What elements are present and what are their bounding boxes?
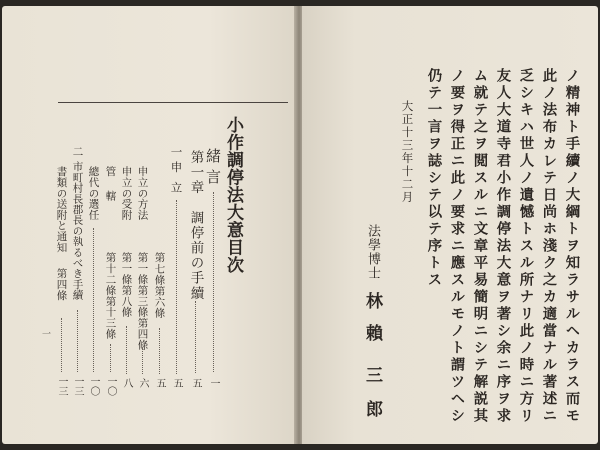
toc-page bbox=[2, 6, 296, 444]
author-name-2: 賴 bbox=[362, 324, 382, 341]
toc-s3-articles: 第一條第八條 bbox=[120, 252, 133, 318]
leader-s1 bbox=[176, 200, 177, 374]
leader-s5 bbox=[93, 228, 94, 372]
leader-s3 bbox=[126, 326, 127, 374]
toc-s5-title: 總代の選任 bbox=[87, 166, 100, 220]
preface-line-7: 仍テ一言ヲ誌シテ以テ序トス bbox=[425, 68, 443, 289]
toc-page-s1-articles: 五 bbox=[154, 378, 165, 388]
toc-page-s7: 一三 bbox=[56, 376, 67, 396]
toc-page-s2: 六 bbox=[137, 378, 148, 388]
leader-s4 bbox=[110, 344, 111, 372]
toc-s1-label: 一 bbox=[169, 146, 184, 158]
preface-line-2: 此ノ法布カレテ日尚ホ淺ク之カ適當ナル著述ニ bbox=[540, 68, 558, 425]
preface-line-3: 乏シキハ世人ノ遺憾トスル所ナリ此ノ時ニ方リ bbox=[517, 68, 535, 425]
toc-page-s1: 五 bbox=[171, 378, 182, 388]
toc-title: 小作調停法大意目次 bbox=[223, 116, 243, 274]
toc-chapter-1: 第一章 調停前の手續 bbox=[187, 150, 204, 301]
toc-page-s6: 一三 bbox=[72, 376, 83, 396]
author-name-4: 郎 bbox=[362, 400, 382, 417]
leader-preface bbox=[213, 192, 214, 372]
toc-entry-preface: 緒言 bbox=[204, 148, 222, 190]
leader-chapter-1 bbox=[195, 301, 196, 373]
author-title: 法學博士 bbox=[365, 224, 380, 280]
toc-s4-articles: 第十二條第十三條 bbox=[104, 252, 117, 340]
author-name-1: 林 bbox=[362, 292, 382, 309]
toc-s2-title: 申立の方法 bbox=[136, 166, 149, 220]
leader-s7 bbox=[61, 318, 62, 372]
toc-s1-articles: 第七條第六條 bbox=[153, 252, 166, 319]
toc-s2-articles: 第一條第三條第四條 bbox=[136, 252, 149, 351]
folio: 一 bbox=[40, 329, 50, 338]
toc-page-s4: 一〇 bbox=[105, 376, 116, 396]
preface-page bbox=[302, 6, 598, 444]
toc-s3-title: 申立の受附 bbox=[120, 166, 133, 220]
preface-line-6: ノ要ヲ得正ニ此ノ要求ニ應スルモノト謂ツヘシ bbox=[448, 68, 466, 425]
preface-line-5: ム就テ之ヲ閲スルニ文章平易簡明ニシテ解説其 bbox=[471, 68, 489, 425]
toc-s1-title: 申立 bbox=[169, 161, 184, 202]
leader-s2 bbox=[142, 348, 143, 374]
toc-page-preface: 一 bbox=[208, 378, 219, 388]
toc-s6-label: 二 bbox=[71, 146, 84, 157]
preface-date: 大正十三年十二月 bbox=[400, 100, 415, 204]
toc-s7-articles: 第四條 bbox=[55, 268, 68, 301]
toc-s6-title: 市町村長郡長の執るべき手續 bbox=[71, 161, 84, 301]
toc-top-rule bbox=[58, 102, 288, 103]
leader-s1-articles bbox=[159, 328, 160, 374]
preface-line-4: 友人大道寺君小作調停法大意ヲ著シ余ニ序ヲ求 bbox=[494, 68, 512, 425]
toc-s4-title: 管轄 bbox=[104, 166, 117, 215]
toc-s7-title: 書類の送附と通知 bbox=[55, 166, 68, 253]
toc-page-chapter-1: 五 bbox=[190, 378, 201, 388]
leader-s6 bbox=[77, 310, 78, 372]
toc-page-s3: 八 bbox=[121, 378, 132, 388]
author-name-3: 三 bbox=[362, 366, 382, 383]
toc-page-s5: 一〇 bbox=[88, 376, 99, 396]
preface-line-1: ノ精神ト手續ノ大綱トヲ知ラサルヘカラス而モ bbox=[563, 68, 581, 425]
